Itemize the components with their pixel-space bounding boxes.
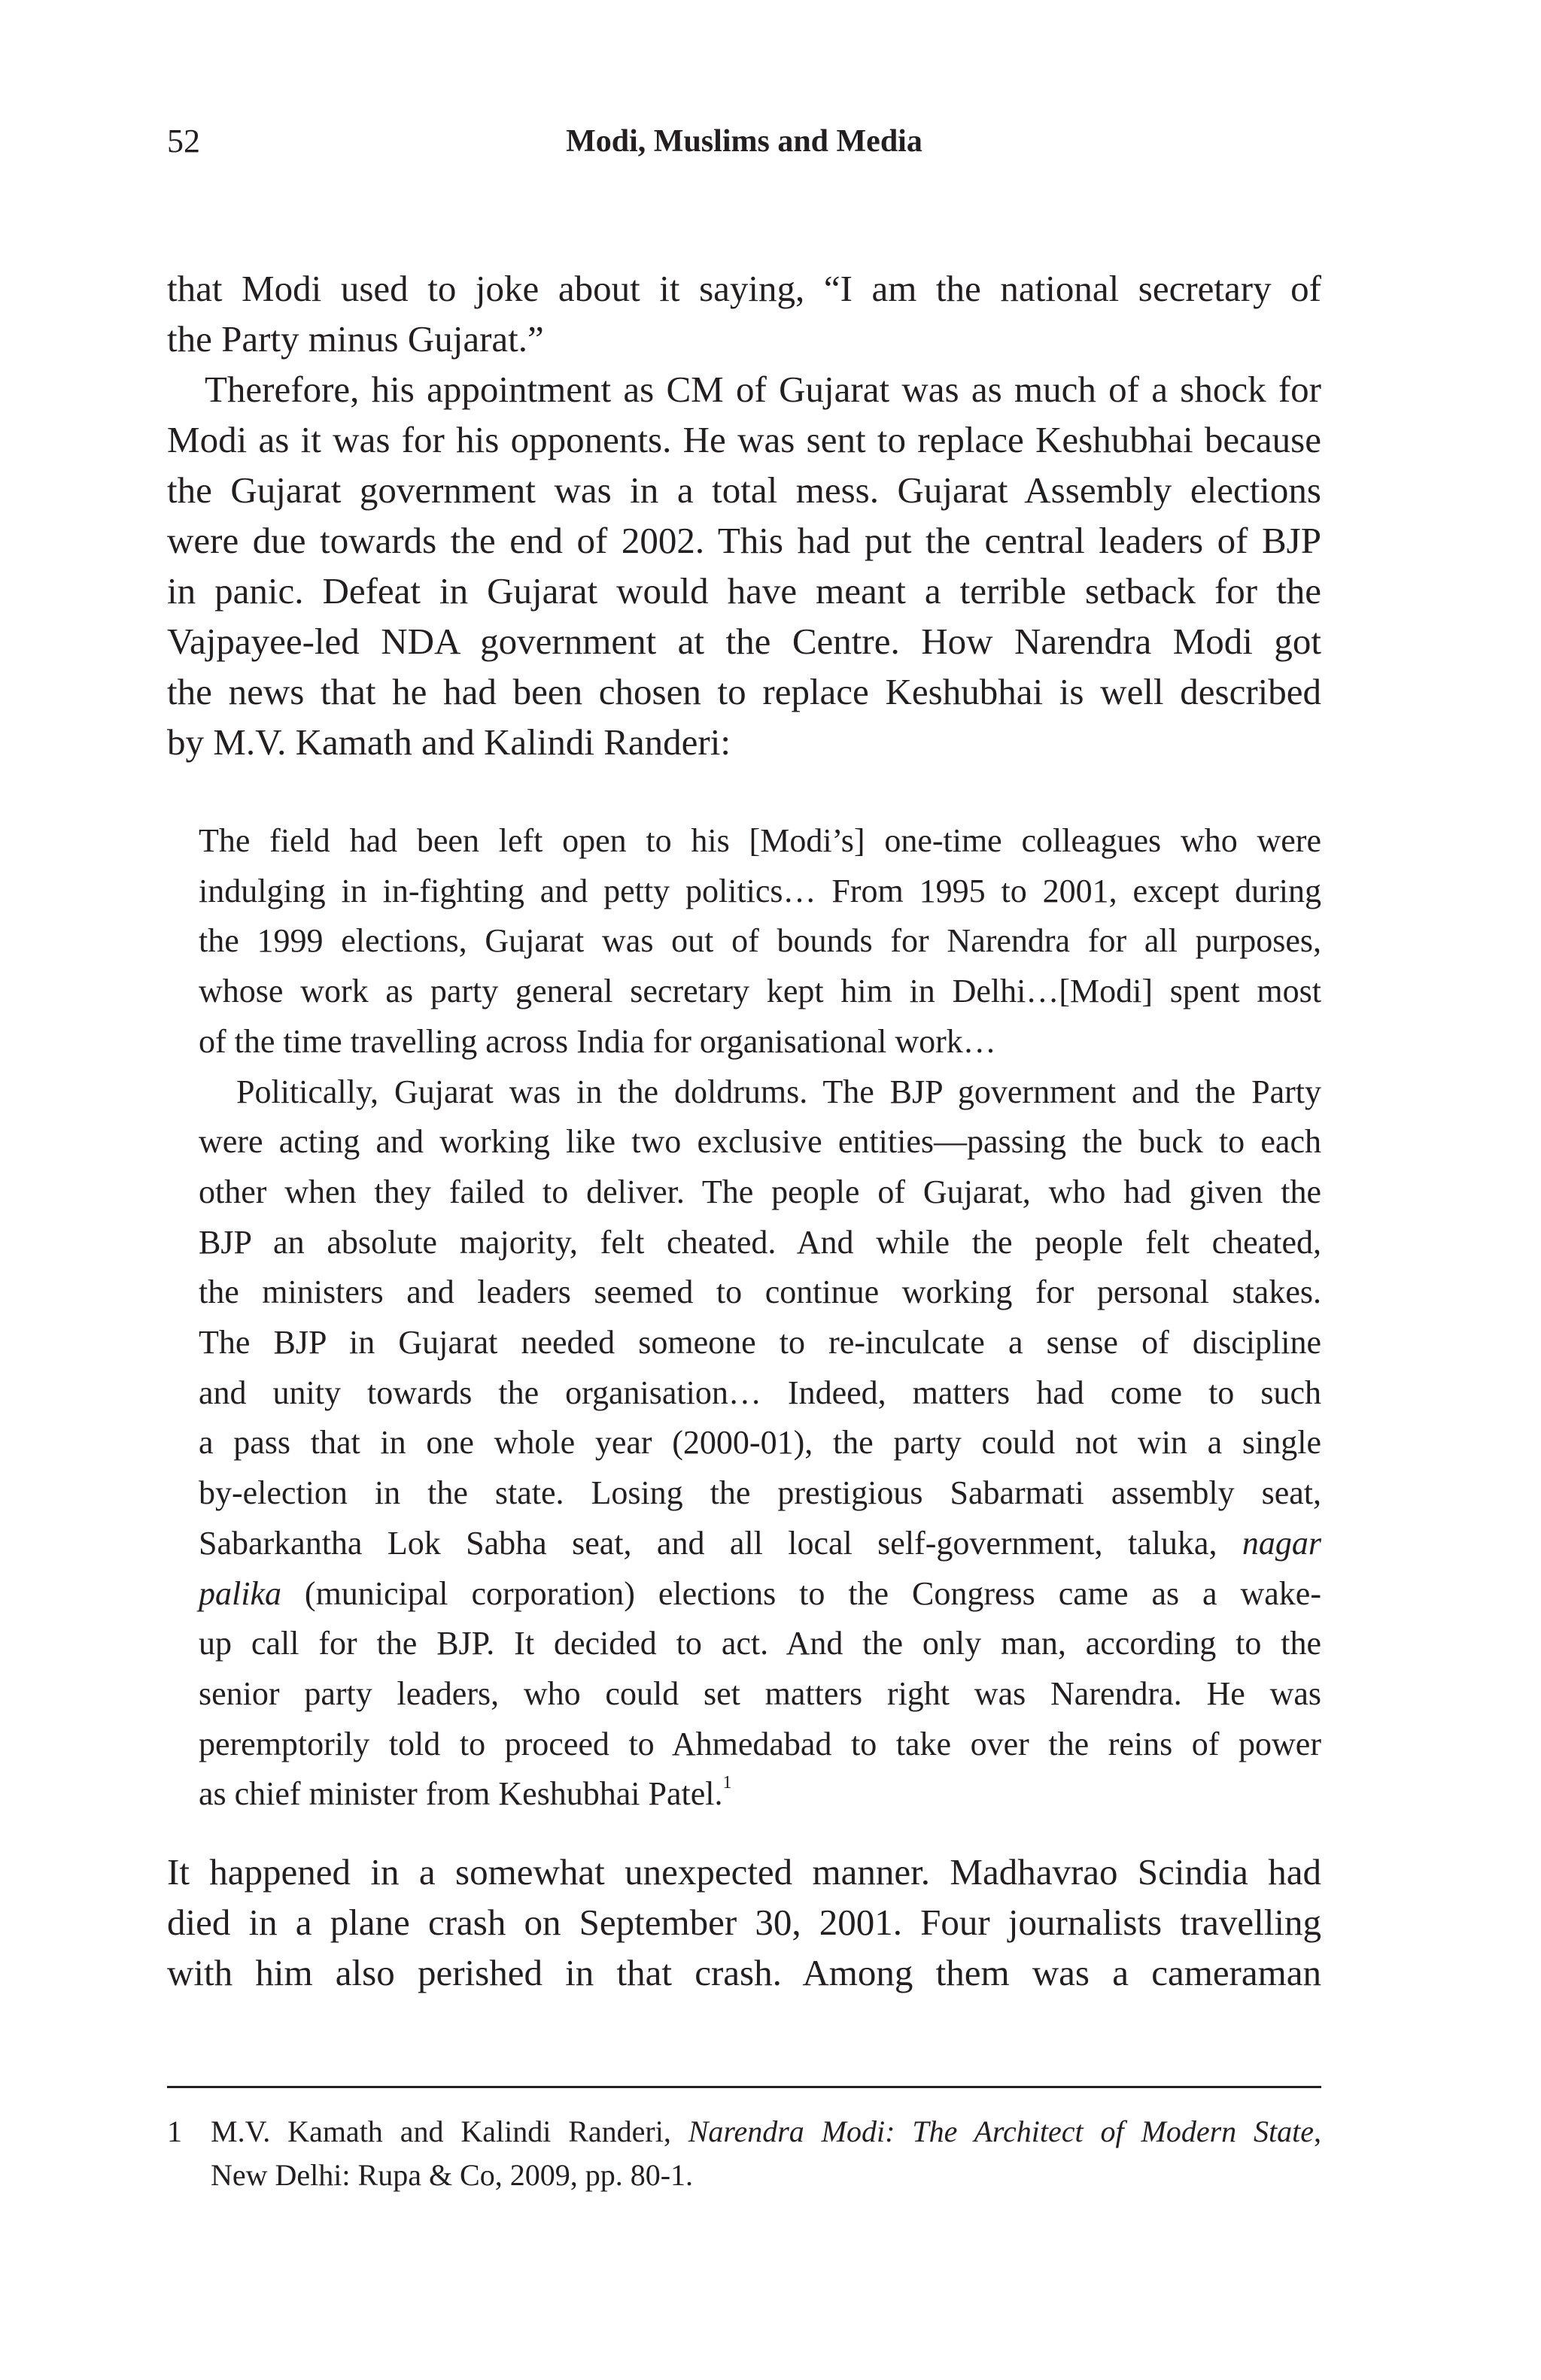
body-line: Modi as it was for his opponents. He was sent to replace Keshubhai because (167, 419, 1321, 460)
body-line: It happened in a somewhat unexpected manner. Madhavrao Scindia had (167, 1851, 1321, 1893)
quote-line: of the time travelling across India for organisational work… (199, 1022, 996, 1060)
body-line: the news that he had been chosen to replace Keshubhai is well described (167, 671, 1321, 712)
footnote-authors: M.V. Kamath and Kalindi Randeri, (211, 2114, 688, 2148)
quote-text: as chief minister from Keshubhai Patel. (199, 1775, 723, 1813)
block-quote (199, 816, 1321, 1820)
quote-line: The field had been left open to his [Modi’s] one-time colleagues who were (199, 822, 1321, 859)
quote-line: and unity towards the organisation… Indeed, matters had come to such (199, 1374, 1321, 1411)
quote-line: the 1999 elections, Gujarat was out of bounds for Narendra for all purposes, (199, 922, 1321, 960)
footnote-line (211, 2110, 1321, 2154)
body-line: died in a plane crash on September 30, 2001. Four journalists travelling (167, 1902, 1321, 1943)
quote-line (199, 1769, 1321, 1820)
quote-line: senior party leaders, who could set matters right was Narendra. He was (199, 1674, 1321, 1712)
footnote-text (211, 2110, 1321, 2197)
body-paragraphs-top (167, 263, 1321, 767)
quote-line: BJP an absolute majority, felt cheated. And while the people felt cheated, (199, 1223, 1321, 1261)
body-paragraph-bottom (167, 1847, 1321, 1998)
page-number: 52 (167, 123, 200, 159)
quote-line: Politically, Gujarat was in the doldrums. The BJP government and the Party (236, 1073, 1321, 1110)
quote-line: indulging in in-fighting and petty politics… From 1995 to 2001, except during (199, 872, 1321, 909)
quote-line: the ministers and leaders seemed to continue working for personal stakes. (199, 1273, 1321, 1311)
footnote-item (167, 2110, 1321, 2197)
footnote-book-title: Narendra Modi: The Architect of Modern State (688, 2114, 1315, 2148)
body-line: with him also perished in that crash. Among them was a cameraman (167, 1952, 1321, 1993)
italic-term: nagar (1242, 1524, 1321, 1562)
quote-line: whose work as party general secretary kept him in Delhi…[Modi] spent most (199, 973, 1321, 1010)
body-line: the Party minus Gujarat.” (167, 318, 544, 360)
body-line: by M.V. Kamath and Kalindi Randeri: (167, 721, 731, 763)
quote-line: by-election in the state. Losing the prestigious Sabarmati assembly seat, (199, 1474, 1321, 1512)
running-head (167, 119, 1321, 164)
footnote-reference[interactable]: 1 (722, 1773, 732, 1793)
footnotes (167, 2110, 1321, 2197)
footnote-divider (167, 2086, 1321, 2088)
body-line: Vajpayee-led NDA government at the Centre. How Narendra Modi got (167, 621, 1321, 662)
italic-term: palika (199, 1574, 281, 1612)
body-line: in panic. Defeat in Gujarat would have meant a terrible setback for the (167, 570, 1321, 612)
quote-line (199, 1519, 1321, 1569)
running-title: Modi, Muslims and Media (566, 124, 922, 159)
body-line: Therefore, his appointment as CM of Gujarat was as much of a shock for (205, 369, 1321, 410)
body-line: the Gujarat government was in a total mess. Gujarat Assembly elections (167, 469, 1321, 511)
footnote-publication: New Delhi: Rupa & Co, 2009, pp. 80-1. (211, 2158, 694, 2192)
quote-line: a pass that in one whole year (2000-01), the party could not win a single (199, 1424, 1321, 1462)
quote-line: peremptorily told to proceed to Ahmedabad to take over the reins of power (199, 1725, 1321, 1762)
quote-line: other when they failed to deliver. The people of Gujarat, who had given the (199, 1173, 1321, 1210)
quote-text: Sabarkantha Lok Sabha seat, and all local self-government, taluka, (199, 1524, 1242, 1562)
body-line: that Modi used to joke about it saying, “I am the national secretary of (167, 268, 1321, 309)
footnote-punct: , (1314, 2114, 1322, 2148)
quote-line: were acting and working like two exclusive entities—passing the buck to each (199, 1123, 1321, 1161)
quote-text: (municipal corporation) elections to the Congress came as a wake- (281, 1574, 1321, 1612)
quote-line (199, 1569, 1321, 1620)
footnote-number: 1 (167, 2114, 182, 2148)
quote-line: up call for the BJP. It decided to act. And the only man, according to the (199, 1625, 1321, 1662)
body-line: were due towards the end of 2002. This had put the central leaders of BJP (167, 520, 1321, 561)
quote-line: The BJP in Gujarat needed someone to re-inculcate a sense of discipline (199, 1324, 1321, 1362)
